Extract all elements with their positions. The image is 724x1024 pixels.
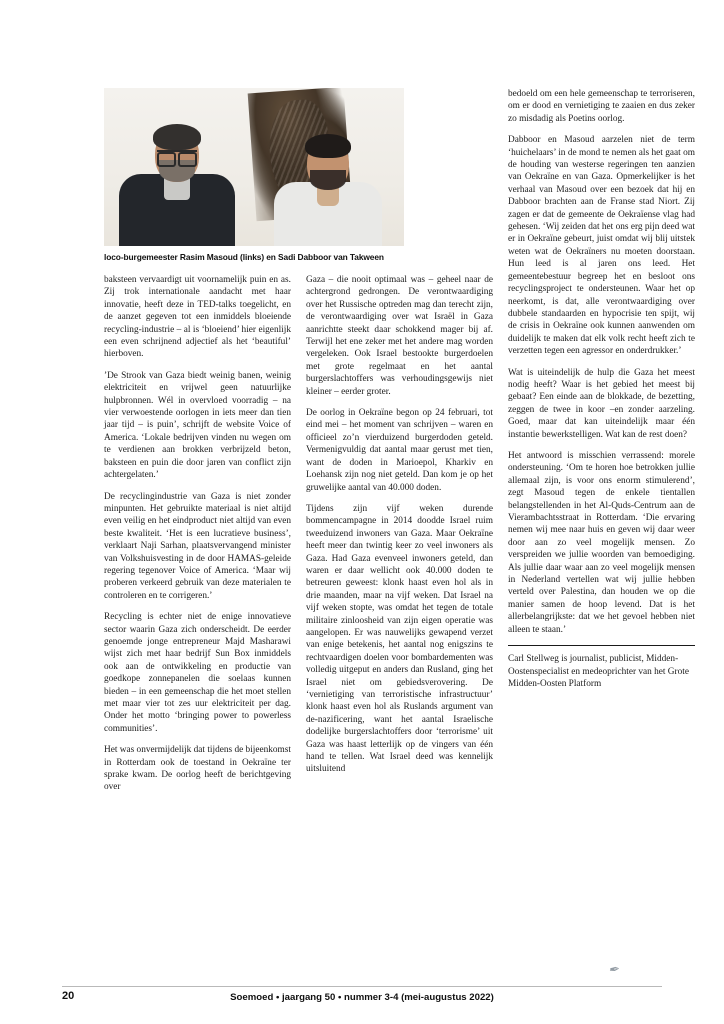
photo-block [104, 88, 404, 263]
paragraph: De recyclingindustrie van Gaza is niet zonder minpunten. Het gebruikte materiaal is niet altijd even veilig en het eindproduct niet altijd van even beste kwaliteit. ‘Het is een lucratieve business’, verklaart Naji Sarhan, plaatsvervangend minister van Volkshuisvesting in de door HAMAS-geleide regering tegenover Voice of America. ‘Maar wij proberen verkeerd gebruik van deze materialen te controleren en te corrigeren.’ [104, 491, 291, 601]
paragraph: De oorlog in Oekraïne begon op 24 februari, tot eind mei – het moment van schrijven – waren en officieel zo’n vierduizend burgerdoden geteld. Vermenigvuldig dat aantal maar gerust met tien, want de doden in Marioepol, Kharkiv en Loehansk zijn nog niet geteld. Dan kom je op het gruwelijke aantal van 40.000 doden. [306, 408, 493, 493]
paragraph: Gaza – die nooit optimaal was – geheel naar de achtergrond gedrongen. De verontwaardiging over het Russische optreden mag dan terecht zijn, de verontwaardiging over wat Israël in Gaza aanrichtte steekt daar schokkend mager bij af. Terwijl het ene zeker met het andere mag worden vergeleken. Ook Israel bestookte burgerdoelen met grote regelmaat en het aantal burgerslachtoffers was verhoudingsgewijs niet kleiner – eerder groter. [306, 275, 493, 397]
person-right-body [274, 182, 382, 246]
paragraph: Wat is uiteindelijk de hulp die Gaza het meest nodig heeft? Waar is het gebied het meest bij gebaat? Een einde aan de blokkade, de bezetting, zeggen de twee in koor –en zonder aarzeling. Goed, maar dat kan uiteindelijk maar één instantie bewerkstelligen. Wat kan de rest doen? [508, 367, 695, 440]
person-left [118, 122, 236, 246]
paragraph: Recycling is echter niet de enige innovatieve sector waarin Gaza zich onderscheidt. De eerder genoemde jonge entrepreneur Majd Masharawi wijst zich met haar bedrijf Sun Box inmiddels ook aan de ontwikkeling en productie van goedkope zonnepanelen die soelaas kunnen bieden – in een gemeenschap die het moet stellen met maar vier tot zes uur elektriciteit per dag. Onder het motto ‘bringing power to powerless communities’. [104, 612, 291, 734]
column-right [508, 88, 695, 974]
page-number: 20 [62, 990, 75, 1002]
photo-caption: loco-burgemeester Rasim Masoud (links) en Sadi Dabboor van Takween [104, 252, 384, 262]
paragraph: Het was onvermijdelijk dat tijdens de bijeenkomst in Rotterdam ook de toestand in Oekraïne ter sprake kwam. De oorlog heeft de berichtgeving over [104, 745, 291, 793]
article-photo [104, 88, 404, 246]
person-right-hair [305, 134, 351, 158]
author-bio: Carl Stellweg is journalist, publicist, Midden-Oostenspecialist en medeoprichter van het Grote Midden-Oosten Platform [508, 654, 689, 690]
person-right [272, 134, 384, 246]
paragraph: Het antwoord is misschien verrassend: morele ondersteuning. ‘Om te horen hoe betrokken jullie allemaal zijn, is voor ons enorm stimulerend’, zegt Masoud tegen de enkele tientallen belangstellenden in het Al-Quds-Centrum aan de Vierambachtsstraat in Rotterdam. ‘Die ervaring nemen wij mee naar huis en geven wij daar weer door aan zo veel mogelijk mensen. Zo verspreiden we jullie woorden van bemoediging. Als jullie daar waar aan zo veel mogelijk mensen in Nederland vertellen wat wij jullie hebben verteld over Palestina, dan houden we op die manier samen de hoop levend. Dat is het allerbelangrijkste: dat we het gevoel hebben niet alleen te staan.’ [508, 450, 695, 635]
column-middle [306, 274, 493, 974]
signature-mark: ✒︎ [607, 961, 620, 978]
footer-divider [62, 986, 662, 987]
column-left [104, 274, 291, 974]
person-right-beard [310, 170, 346, 190]
person-left-body [119, 174, 235, 246]
paragraph: Tijdens zijn vijf weken durende bommencampagne in 2014 doodde Israel ruim tweeduizend inwoners van Gaza. Maar Oekraïne heeft meer dan twintig keer zo veel inwoners als Gaza. Had Gaza evenveel inwoners geteld, dan waren er daar wellicht ook 40.000 doden te betreuren geweest: klonk haast even hol als in drie maanden, maar na vijf weken. Dat Israel na vijf weken stopte, was omdat het tegen de totale militaire zinloosheid van zijn eigen operatie was aangelopen. Er was nauwelijks gewapend verzet van enige betekenis, het aantal nog enigszins te rechtvaardigen doelen voor bombardementen was volledig uitgeput en anders dan Rusland, ging het Israel niet om gebiedsverovering. De ‘vernietiging van terroristische infrastructuur’ klonk haast even hol als Ruslands argument van de-nazificering, want het aantal Israelische dodelijke burgerslachtoffers door ‘terrorisme’ uit Gaza was haast letterlijk op de vingers van één hand te tellen. Wat Israel deed was kennelijk uitsluitend [306, 503, 493, 775]
author-divider [508, 645, 695, 646]
glasses-icon [157, 150, 197, 161]
paragraph: Dabboor en Masoud aarzelen niet de term ‘huichelaars’ in de mond te nemen als het gaat om de houding van westerse regeringen ten aanzien van Oekraïne en van Gaza. Opmerkelijker is het verhaal van Masoud over een bezoek dat hij en Dabboor brachten aan de Franse stad Niort. Zij zagen er dat de gemeente de Oekraïense vlag had gehesen. ‘Wij zeiden dat het ons erg pijn deed wat er in Oekraïne gebeurt, juist omdat wij blij uitstek weten wat de Oekraïners nu moeten doorstaan. Hun leed is al jaren ons leed. Het gemeentebestuur begreep het en besloot ons recyclingsproject te ondersteunen. Waar het op neerkomt, is dat, alle verontwaardiging over dubbele standaarden en hypocrisie ten spijt, wij de crisis in Oekraïne ook kunnen aanwenden om duidelijk te maken dat elk volk recht heeft zich te verzetten tegen een agressor en onderdrukker.’ [508, 135, 695, 357]
paragraph: baksteen vervaardigt uit voornamelijk puin en as. Zij trok internationale aandacht met haar innovatie, heeft deze in TED-talks toegelicht, en de aanzet gegeven tot een inmiddels bloeiende recycling-industrie – al is ‘bloeiend’ hier eigenlijk een even schrijnend adjectief als het ‘beautiful’ hierboven. [104, 275, 291, 360]
footer-publication: Soemoed • jaargang 50 • nummer 3-4 (mei-augustus 2022) [230, 992, 494, 1003]
paragraph: bedoeld om een hele gemeenschap te terroriseren, om er dood en vernietiging te zaaien en dus zeker zo misdadig als Poetins oorlog. [508, 89, 695, 124]
person-left-hair [153, 124, 201, 150]
paragraph: ’De Strook van Gaza biedt weinig banen, weinig elektriciteit en vrijwel geen natuurlijke hulpbronnen. Wél in overvloed voorradig – na vier verwoestende oorlogen in iets meer dan tien jaar tijd – is puin’, schrijft de website Voice of America. ‘Lokale bedrijven vinden nu wegen om te verdienen aan brokken verbrijzeld beton, baksteen en puin die door jaren van conflict zijn achtergelaten.’ [104, 370, 291, 481]
